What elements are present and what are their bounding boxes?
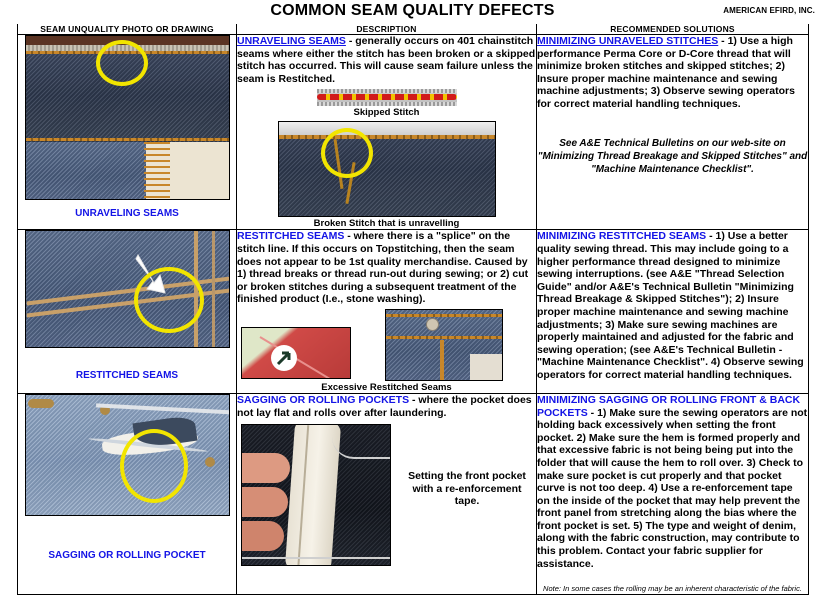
table-row [18, 230, 809, 394]
solution-body: - 1) Use a high performance Perma Core or D-Core thread that will minimize broken stitches and skipped stitches; 2) Insure proper machine maintenance and sewing machine adjustments; 3) Observe sewing operators for correct material handling techniques. [537, 35, 795, 110]
description-cell-unraveling [237, 35, 537, 230]
defects-table [17, 24, 809, 595]
photo-label-restitched: RESTITCHED SEAMS [75, 370, 179, 382]
solution-text-sagging [537, 394, 808, 570]
figure-side-caption-sagging: Setting the front pocket with a re-enforcement tape. [408, 470, 526, 508]
description-text-sagging [237, 394, 536, 419]
highlight-circle-icon [96, 40, 148, 86]
description-body: - where there is a "splice" on the stitch line. If this occurs on Topstitching, then the seam does not appear to be 1st quality merchandise. Caused by 1) thread breaks or thread run-out during sewing; or 2) cut or broken stitches during a subsequent treatment of the finished product (I.e., stone washing). [237, 230, 529, 306]
highlight-circle-icon [120, 429, 188, 503]
solution-keyword: MINIMIZING RESTITCHED SEAMS [537, 230, 707, 243]
highlight-circle-icon [321, 128, 373, 178]
solution-text-unraveling [537, 35, 808, 111]
photo-cell-restitched [18, 230, 237, 394]
description-body: - where the pocket does not lay flat and rolls over after laundering. [237, 393, 532, 419]
photo-sagging-pocket [25, 394, 230, 516]
figure-caption-skipped-stitch: Skipped Stitch [353, 107, 420, 119]
solution-cell-restitched [537, 230, 809, 394]
column-header-photo: SEAM UNQUALITY PHOTO OR DRAWING [18, 24, 237, 35]
page-title: COMMON SEAM QUALITY DEFECTS [270, 2, 555, 19]
solution-keyword: MINIMIZING UNRAVELED STITCHES [537, 35, 719, 47]
solution-note-sagging: Note: In some cases the rolling may be an inherent characteristic of the fabric. [543, 584, 802, 594]
solution-body: - 1) Use a better quality sewing thread. This may include going to a higher performance thread designed to minimize sewing interruptions. (see A&E "Thread Selection Guide" and/or A&E's Technical Bulletin "Minimizing Thread Breakage & Skipped Stitches"); 2) Insure proper machine maintenance and sewing machine adjustments; 3) Make sure sewing machines are properly maintained and adjusted for the fabric and sewing operation; (see A&E's Technical Bulletin - "Machine Maintenance Checklist". 4) Observe sewing operators for correct material handling techniques. [537, 230, 804, 381]
solution-cell-unraveling [537, 35, 809, 230]
photo-cell-unraveling [18, 35, 237, 230]
arrow-badge-icon [270, 344, 298, 372]
figure-caption-broken-stitch: Broken Stitch that is unravelling [313, 218, 460, 230]
description-keyword: SAGGING OR ROLLING POCKETS [237, 393, 410, 406]
photo-cell-sagging [18, 393, 237, 594]
solution-body: - 1) Make sure the sewing operators are not holding back excessively when setting the front pocket. 2) Make sure the hem is formed properly and that excessive fabric is not being being put into the folder that will cause the hem to roll over. 3) Check to make sure pocket is cut properly and that pocket curve is not too deep. 4) Use a re-enforcement tape on the inside of the pocket that may help prevent the front panel from stretching along the bias where the front pocket is set. 5) The type and weight of denim, along with the fabric construction, may contribute to this problem. Contact your fabric supplier for assistance. [537, 406, 808, 570]
description-text-unraveling [237, 35, 536, 85]
company-name: AMERICAN EFIRD, INC. [723, 6, 815, 15]
figure-caption-excessive-restitched: Excessive Restitched Seams [321, 381, 452, 393]
solution-note-unraveling: See A&E Technical Bulletins on our web-site on "Minimizing Thread Breakage and Skipped Stitches" and "Machine Maintenance Checklist". [537, 137, 808, 175]
description-keyword: RESTITCHED SEAMS [237, 230, 345, 243]
photo-label-sagging: SAGGING OR ROLLING POCKET [48, 549, 206, 561]
photo-restitched-seam [25, 230, 230, 348]
table-row [18, 393, 809, 594]
photo-unraveling-seam [25, 35, 230, 200]
figure-pocket-tape [241, 424, 391, 566]
description-body: - generally occurs on 401 chainstitch seams where either the stitch has been broken or a skipped stitch has occurred. This will cause seam failure unless the seam is Restitched. [237, 35, 536, 85]
figure-skipped-stitch [317, 89, 457, 106]
figure-denim-waistband-restitch [385, 309, 503, 381]
document-header [0, 0, 825, 22]
figure-red-garment-restitch [241, 327, 351, 379]
photo-label-unraveling: UNRAVELING SEAMS [75, 208, 179, 219]
solution-keyword: MINIMIZING SAGGING OR ROLLING FRONT & BACK POCKETS [537, 393, 801, 419]
solution-text-restitched [537, 230, 808, 381]
description-text-restitched [237, 230, 536, 306]
highlight-circle-icon [134, 267, 204, 333]
column-header-solutions: RECOMMENDED SOLUTIONS [537, 24, 809, 35]
table-header-row [18, 24, 809, 35]
figure-broken-stitch [278, 121, 496, 217]
table-row [18, 35, 809, 230]
solution-cell-sagging [537, 393, 809, 594]
description-cell-sagging [237, 393, 537, 594]
description-cell-restitched [237, 230, 537, 394]
column-header-description: DESCRIPTION [237, 24, 537, 35]
description-keyword: UNRAVELING SEAMS [237, 35, 346, 47]
